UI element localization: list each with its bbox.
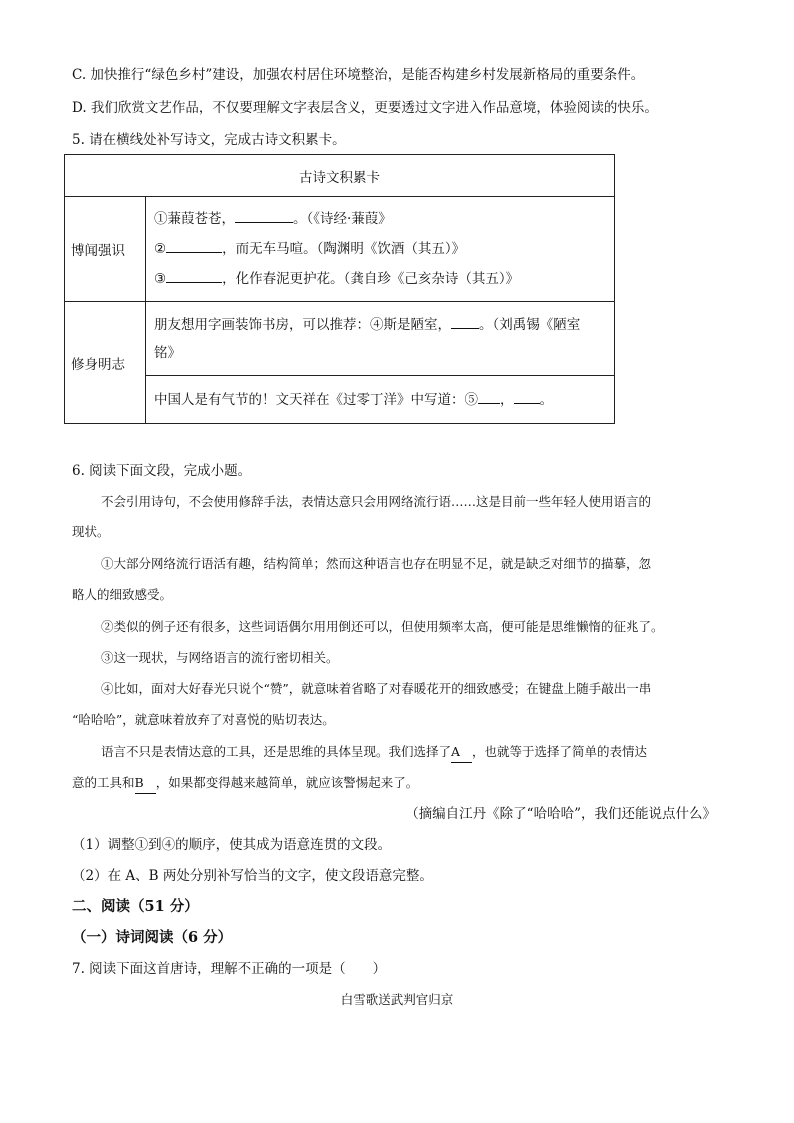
poetry-card-table [64,154,615,424]
sentence-1-line1: ①大部分网络流行语活有趣，结构简单；然而这种语言也存在明显不足，就是缺乏对细节的描摹，忽 [101,556,652,571]
poem-title: 白雪歌送武判官归京 [340,992,454,1007]
question-6-prompt: 6. 阅读下面文段，完成小题。 [72,463,252,479]
fill-line-4: 朋友想用字画装饰书房，可以推荐：④斯是陋室， 。（刘禹锡《陋室 [154,311,606,339]
passage-intro-line1: 不会引用诗句，不会使用修辞手法，表情达意只会用网络流行语……这是目前一些年轻人使用语言的 [101,494,652,509]
blank-b[interactable]: B [135,773,156,794]
question-7-prompt: 7. 阅读下面这首唐诗，理解不正确的一项是（ ） [72,961,387,977]
sentence-4-line2: “哈哈哈”，就意味着放弃了对喜悦的贴切表达。 [72,712,335,727]
sentence-2: ②类似的例子还有很多，这些词语偶尔用用倒还可以，但使用频率太高，便可能是思维懒惰的征兆了。 [101,619,664,634]
passage-ending-line1: 语言不只是表情达意的工具，还是思维的具体呈现。我们选择了A ，也就等于选择了简单的表情达 [101,742,647,763]
sentence-3: ③这一现状，与网络语言的流行密切相关。 [101,650,339,665]
question-5-prompt: 5. 请在横线处补写诗文，完成古诗文积累卡。 [72,132,346,148]
card-row-bowen [146,197,615,302]
sentence-4-line1: ④比如，面对大好春光只说个“赞”，就意味着省略了对春暖花开的细致感受；在键盘上随手敲出一串 [101,681,652,696]
blank-4[interactable] [451,314,479,329]
fill-line-4-cont: 铭》 [154,344,181,361]
fill-line-2: ② ，而无车马喧。（陶渊明《饮酒（其五）》 [154,234,606,264]
category-bowen: 博闻强识 [65,197,146,302]
passage-ending-line2: 意的工具和B ，如果都变得越来越简单，就应该警惕起来了。 [72,773,418,794]
blank-3[interactable] [166,268,222,283]
fill-line-5: 中国人是有气节的！文天祥在《过零丁洋》中写道：⑤ ， 。 [154,384,606,416]
fill-line-3: ③ ，化作春泥更护花。（龚自珍《己亥杂诗（其五）》 [154,264,606,294]
option-c: C. 加快推行“绿色乡村”建设，加强农村居住环境整治，是能否构建乡村发展新格局的重要条件。 [72,67,645,83]
option-d: D. 我们欣赏文艺作品，不仅要理解文字表层含义，更要透过文字进入作品意境，体验阅读的快乐。 [72,100,658,116]
subquestion-1: （1）调整①到④的顺序，使其成为语意连贯的文段。 [72,837,392,853]
passage-intro-line2: 现状。 [72,524,110,539]
sentence-1-line2: 略人的细致感受。 [72,587,173,602]
card-row-xiushen-1 [146,302,615,376]
passage-source: （摘编自江丹《除了“哈哈哈”，我们还能说点什么》 [405,806,716,822]
category-xiushen: 修身明志 [65,302,146,424]
subquestion-2: （2）在 A、B 两处分别补写恰当的文字，使文段语意完整。 [72,868,433,884]
blank-2[interactable] [166,238,222,253]
fill-line-1: ①蒹葭苍苍， 。（《诗经·蒹葭》 [154,204,606,234]
blank-5b[interactable] [514,389,540,404]
section-2-heading: 二、阅读（51 分） [72,898,199,915]
blank-5a[interactable] [478,389,500,404]
blank-1[interactable] [235,208,293,223]
card-row-xiushen-2 [146,376,615,424]
card-title: 古诗文积累卡 [65,155,615,197]
blank-a[interactable]: A [451,742,472,763]
section-2-subheading: （一）诗词阅读（6 分） [72,929,233,946]
